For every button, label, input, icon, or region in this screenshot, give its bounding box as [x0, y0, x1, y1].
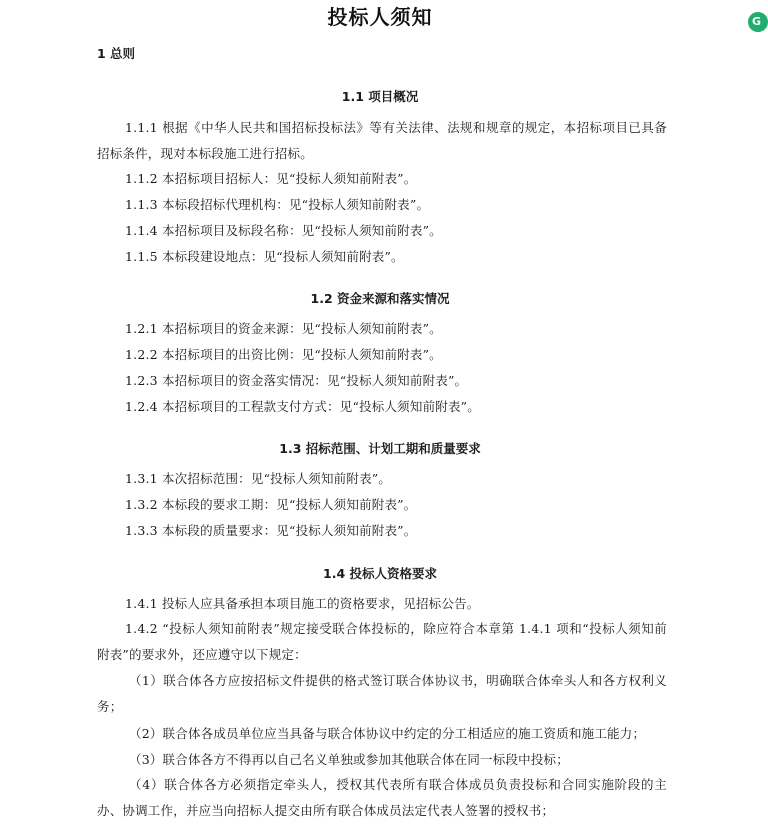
document-title: 投标人须知 — [327, 5, 433, 29]
clause-1-3-3: 1.3.3 本标段的质量要求：见“投标人须知前附表”。 — [125, 523, 417, 538]
clause-1-3-1: 1.3.1 本次招标范围：见“投标人须知前附表”。 — [125, 471, 392, 486]
sub-item-3: （3）联合体各方不得再以自己名义单独或参加其他联合体在同一标段中投标； — [129, 752, 569, 767]
sub-item-4: （4）联合体各方必须指定牵头人，授权其代表所有联合体成员负责投标和合同实施阶段的主办、协调工作，并应当向招标人提交由所有联合体成员法定代表人签署的授权书； — [97, 777, 667, 818]
clause-1-4-1: 1.4.1 投标人应具备承担本项目施工的资格要求，见招标公告。 — [125, 596, 480, 611]
clause-1-2-4: 1.2.4 本招标项目的工程款支付方式：见“投标人须知前附表”。 — [125, 399, 480, 414]
clause-1-1-2: 1.1.2 本招标项目招标人：见“投标人须知前附表”。 — [125, 171, 417, 186]
clause-1-2-3: 1.2.3 本招标项目的资金落实情况：见“投标人须知前附表”。 — [125, 373, 468, 388]
clause-1-3-2: 1.3.2 本标段的要求工期：见“投标人须知前附表”。 — [125, 497, 417, 512]
section-heading-1-1: 1.1 项目概况 — [341, 89, 419, 104]
section-heading-1-3: 1.3 招标范围、计划工期和质量要求 — [279, 441, 481, 456]
clause-1-1-5: 1.1.5 本标段建设地点：见“投标人须知前附表”。 — [125, 249, 404, 264]
clause-1-1-4: 1.1.4 本招标项目及标段名称：见“投标人须知前附表”。 — [125, 223, 442, 238]
sub-item-2: （2）联合体各成员单位应当具备与联合体协议中约定的分工相适应的施工资质和施工能力； — [129, 726, 646, 741]
clause-1-2-1: 1.2.1 本招标项目的资金来源：见“投标人须知前附表”。 — [125, 321, 442, 336]
clause-1-4-2: 1.4.2 “投标人须知前附表”规定接受联合体投标的，除应符合本章第 1.4.1 项和“投标人须知前附表”的要求外，还应遵守以下规定： — [97, 621, 667, 662]
chapter-heading: 1 总则 — [97, 46, 136, 61]
clause-1-2-2: 1.2.2 本招标项目的出资比例：见“投标人须知前附表”。 — [125, 347, 442, 362]
sub-item-1: （1）联合体各方应按招标文件提供的格式签订联合体协议书，明确联合体牵头人和各方权利义务； — [97, 673, 667, 714]
clause-1-1-3: 1.1.3 本标段招标代理机构：见“投标人须知前附表”。 — [125, 197, 430, 212]
clause-1-1-1: 1.1.1 根据《中华人民共和国招标投标法》等有关法律、法规和规章的规定，本招标项目已具备招标条件，现对本标段施工进行招标。 — [97, 120, 667, 161]
green-circle-icon[interactable]: G — [748, 12, 768, 32]
section-heading-1-4: 1.4 投标人资格要求 — [323, 566, 437, 581]
section-heading-1-2: 1.2 资金来源和落实情况 — [310, 291, 450, 306]
